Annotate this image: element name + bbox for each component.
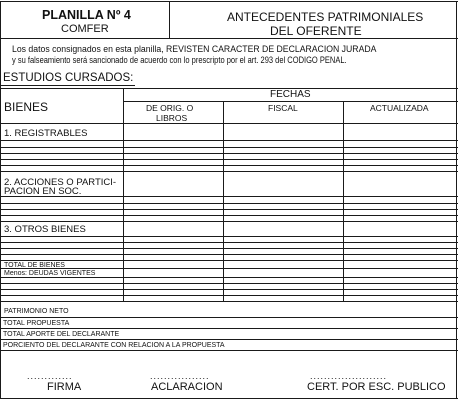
porciento-label: PORCIENTO DEL DECLARANTE CON RELACION A LA PROPUESTA xyxy=(3,342,225,349)
signature-aclaracion: ACLARACION xyxy=(151,381,223,393)
table-row-line xyxy=(0,215,458,216)
col-divider-fiscal xyxy=(223,101,224,302)
table-row-line xyxy=(0,196,458,197)
table-row-line xyxy=(0,171,458,172)
table-row-line xyxy=(0,268,458,269)
table-row-line xyxy=(0,165,458,166)
patrimonio-neto-label: PATRIMONIO NETO xyxy=(4,308,69,315)
col-orig-line1: DE ORIG. O xyxy=(146,103,194,113)
table-row-line xyxy=(0,248,458,249)
studies-underline xyxy=(0,85,135,86)
table-row-line xyxy=(0,328,458,329)
signature-firma: FIRMA xyxy=(47,381,82,393)
table-row-line xyxy=(0,159,458,160)
fechas-header: FECHAS xyxy=(270,89,311,100)
table-row-line xyxy=(0,236,458,237)
aclaracion-dots: ................. xyxy=(150,371,210,381)
table-row-line xyxy=(0,260,458,261)
table-row-line xyxy=(0,283,458,284)
table-row-line xyxy=(0,209,458,210)
col-orig-line2: LIBROS xyxy=(156,113,188,123)
table-top-line xyxy=(0,88,458,89)
table-row-line xyxy=(0,254,458,255)
notice-line1: Los datos consignados en esta planilla, REVISTEN CARACTER DE DECLARACION JURADA xyxy=(12,44,377,54)
col-divider-bienes xyxy=(123,88,124,302)
table-row-line xyxy=(0,295,458,296)
firma-dots: ............. xyxy=(27,371,73,381)
table-row-line xyxy=(0,350,458,351)
fechas-underline xyxy=(123,101,458,102)
section-otros: 3. OTROS BIENES xyxy=(4,224,86,235)
table-row-line xyxy=(0,277,458,278)
table-row-line xyxy=(0,339,458,340)
cert-dots: ...................... xyxy=(310,371,388,381)
table-row-line xyxy=(0,203,458,204)
form-title-line1: ANTECEDENTES PATRIMONIALES xyxy=(227,10,424,24)
studies-label: ESTUDIOS CURSADOS: xyxy=(3,72,134,84)
column-header-bottom xyxy=(0,123,458,124)
bienes-header: BIENES xyxy=(4,100,49,114)
header-divider xyxy=(169,1,170,38)
table-row-line xyxy=(0,317,458,318)
frame-top xyxy=(0,1,458,2)
form-title-line2: DEL OFERENTE xyxy=(270,24,362,38)
form-number: PLANILLA Nº 4 xyxy=(42,8,131,22)
table-row-line xyxy=(0,301,458,302)
table-row-line xyxy=(0,140,458,141)
total-aporte-label: TOTAL APORTE DEL DECLARANTE xyxy=(3,331,120,338)
col-divider-actualizada xyxy=(343,101,344,302)
total-propuesta-label: TOTAL PROPUESTA xyxy=(3,320,70,327)
frame-bottom xyxy=(0,398,458,399)
col-fiscal: FISCAL xyxy=(268,103,298,113)
total-bienes-label: TOTAL DE BIENES xyxy=(4,262,65,269)
section-acciones-line1: 2. ACCIONES O PARTICI- xyxy=(4,177,117,188)
header-bottom-line xyxy=(0,38,458,39)
table-row-line xyxy=(0,242,458,243)
section-acciones-line2: PACION EN SOC. xyxy=(4,186,82,197)
table-row-line xyxy=(0,221,458,222)
entity-name: COMFER xyxy=(61,23,109,35)
menos-deudas-label: Menos: DEUDAS VIGENTES xyxy=(4,270,96,277)
signature-cert: CERT. POR ESC. PUBLICO xyxy=(307,381,446,393)
table-row-line xyxy=(0,153,458,154)
notice-line2: y su falseamiento será sancionado de acuerdo con lo prescripto por el art. 293 del CODIGO PENAL. xyxy=(12,55,347,65)
table-row-line xyxy=(0,289,458,290)
col-actualizada: ACTUALIZADA xyxy=(370,103,429,113)
section-registrables: 1. REGISTRABLES xyxy=(4,128,88,139)
table-row-line xyxy=(0,147,458,148)
